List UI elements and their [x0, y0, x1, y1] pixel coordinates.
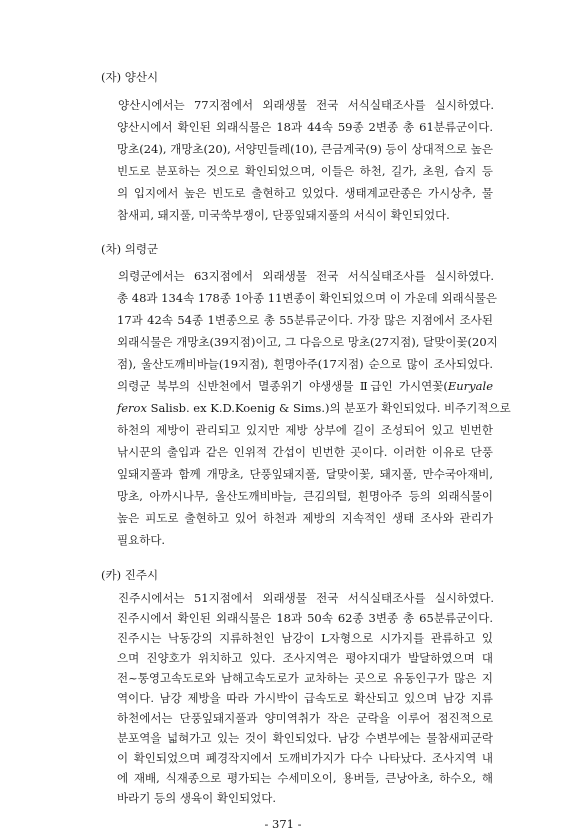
paragraph-line: 17과 42속 54종 1변종으로 총 55분류군이다. 가장 많은 지점에서 조사된 — [117, 313, 493, 327]
paragraph-line: 의령군에서는 63지점에서 외래생물 전국 서식실태조사를 실시하였다. — [118, 269, 494, 283]
paragraph-line: 의 입지에서 높은 빈도로 출현하고 있었다. 생태계교란종은 가시상추, 물 — [117, 186, 493, 200]
paragraph-line: 점), 울산도깨비바늘(19지점), 흰명아주(17지점) 순으로 많이 조사되었다. — [117, 357, 493, 371]
paragraph-line: 진주시에서 확인된 외래식물은 18과 50속 62종 3변종 총 65분류군이다. — [117, 611, 493, 625]
paragraph-line: 높은 피도로 출현하고 있어 하천과 제방의 지속적인 생태 조사와 관리가 — [117, 511, 493, 525]
paragraph-line: 역이다. 남강 제방을 따라 가시박이 급속도로 확산되고 있으며 남강 지류 — [117, 691, 493, 705]
paragraph-line: 으며 진양호가 위치하고 있다. 조사지역은 평야지대가 발달하였으며 대 — [117, 651, 493, 665]
paragraph-line: 참새피, 돼지풀, 미국쑥부쟁이, 단풍잎돼지풀의 서식이 확인되었다. — [117, 208, 450, 222]
paragraph-line: 바라기 등의 생육이 확인되었다. — [117, 791, 277, 805]
paragraph-line: 의령군 북부의 신반천에서 멸종위기 야생생물 Ⅱ급인 가시연꽃(Euryale — [117, 379, 493, 393]
section-heading-jinju: (카) 진주시 — [101, 568, 159, 582]
paragraph-line: 빈도로 분포하는 것으로 확인되었으며, 이들은 하천, 길가, 초원, 습지 등 — [117, 164, 493, 178]
paragraph-line: 필요하다. — [117, 533, 166, 547]
paragraph-line: 전~통영고속도로와 남해고속도로가 교차하는 곳으로 유동인구가 많은 지 — [117, 671, 493, 685]
paragraph-line: ferox Salisb. ex K.D.Koenig & Sims.)의 분포가 확인되었다. 비주기적으로 — [117, 401, 511, 415]
paragraph-line: 외래식물은 개망초(39지점)이고, 그 다음으로 망초(27지점), 달맞이꽃(20지 — [117, 335, 498, 349]
paragraph-line: 낚시꾼의 출입과 같은 인위적 간섭이 빈번한 곳이다. 이러한 이유로 단풍 — [117, 445, 493, 459]
paragraph-line: 양산시에서는 77지점에서 외래생물 전국 서식실태조사를 실시하였다. — [118, 98, 494, 112]
section-heading-uiryeong: (차) 의령군 — [101, 242, 159, 256]
paragraph-line: 총 48과 134속 178종 1아종 11변종이 확인되었으며 이 가운데 외래식물은 — [117, 291, 497, 305]
paragraph-line: 망초, 아까시나무, 울산도깨비바늘, 큰김의털, 흰명아주 등의 외래식물이 — [117, 489, 493, 503]
paragraph-line: 양산시에서 확인된 외래식물은 18과 44속 59종 2변종 총 61분류군이다. — [117, 120, 493, 134]
paragraph-line: 에 재배, 식재종으로 평가되는 수세미오이, 용버들, 큰낭아초, 하수오, 해 — [117, 771, 493, 785]
section-heading-yangsan: (자) 양산시 — [101, 70, 159, 84]
paragraph-line: 분포역을 넓혀가고 있는 것이 확인되었다. 남강 수변부에는 물참새피군락 — [117, 731, 493, 745]
paragraph-line: 하천에서는 단풍잎돼지풀과 양미역취가 작은 군락을 이루어 점진적으로 — [117, 711, 493, 725]
page-number: - 371 - — [264, 817, 302, 831]
paragraph-line: 잎돼지풀과 함께 개망초, 단풍잎돼지풀, 달맞이꽃, 돼지풀, 만수국아재비, — [117, 467, 493, 481]
paragraph-line: 망초(24), 개망초(20), 서양민들레(10), 큰금계국(9) 등이 상대적으로 높은 — [117, 142, 493, 156]
paragraph-line: 진주시에서는 51지점에서 외래생물 전국 서식실태조사를 실시하였다. — [118, 591, 494, 605]
paragraph-line: 하천의 제방이 관리되고 있지만 제방 상부에 길이 조성되어 있고 빈번한 — [117, 423, 493, 437]
paragraph-line: 진주시는 낙동강의 지류하천인 남강이 L자형으로 시가지를 관류하고 있 — [117, 631, 493, 645]
paragraph-line: 이 확인되었으며 폐경작지에서 도깨비가지가 다수 나타났다. 조사지역 내 — [117, 751, 493, 765]
